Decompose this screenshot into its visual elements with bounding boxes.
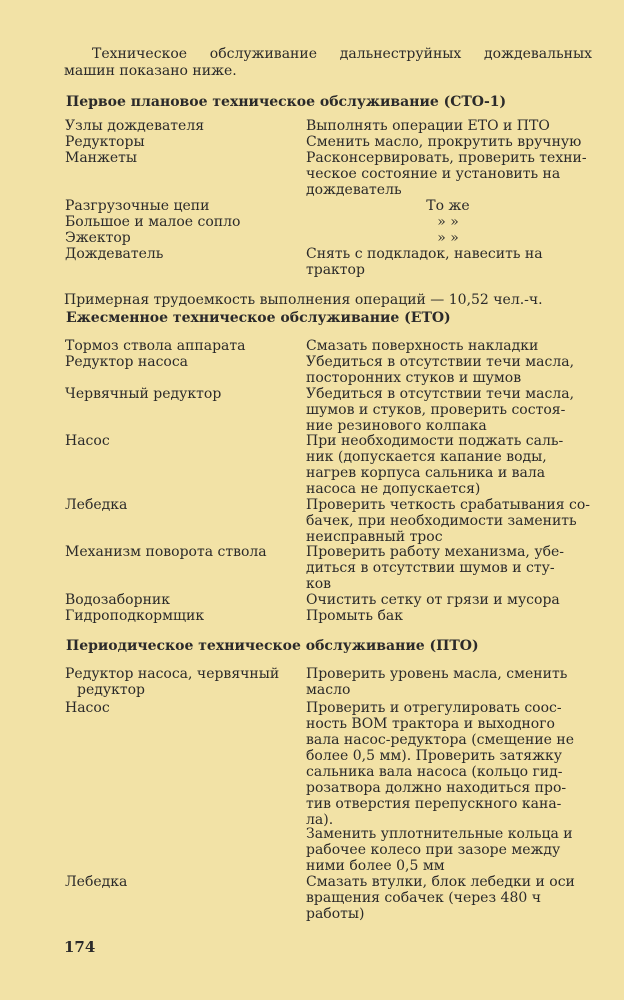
row-action: Промыть бак	[306, 608, 403, 624]
row-action: Сменить масло, прокрутить вручную	[306, 134, 582, 150]
row-label: Тормоз ствола аппарата	[65, 338, 246, 354]
row-action: Убедиться в отсутствии течи масла, посторонних стуков и шумов	[306, 354, 575, 386]
row-label: Манжеты	[65, 150, 138, 166]
row-label: Разгрузочные цепи	[65, 198, 210, 214]
row-action: Проверить четкость срабатывания со- бачек, при необходимости заменить неисправный трос	[306, 497, 590, 545]
row-action: Снять с подкладок, навесить на трактор	[306, 246, 543, 278]
row-label-line: Редуктор насоса, червячный	[65, 666, 280, 682]
row-action: Заменить уплотнительные кольца и рабочее колесо при зазоре между ними более 0,5 мм	[306, 826, 573, 874]
section-title-eto: Ежесменное техническое обслуживание (ЕТО)	[66, 310, 451, 326]
row-action: При необходимости поджать саль- ник (допускается капание воды, нагрев корпуса сальника и вала насоса не допускается)	[306, 433, 564, 497]
row-label: Водозаборник	[65, 592, 170, 608]
row-action: Смазать втулки, блок лебедки и оси вращения собачек (через 480 ч работы)	[306, 874, 575, 922]
row-label: Насос	[65, 433, 110, 449]
row-label: Механизм поворота ствола	[65, 544, 267, 560]
row-action: Проверить работу механизма, убе- диться в отсутствии шумов и сту- ков	[306, 544, 565, 592]
row-action: Расконсервировать, проверить техни- ческое состояние и установить на дождеватель	[306, 150, 587, 198]
row-action: То же	[426, 198, 470, 214]
row-action: Очистить сетку от грязи и мусора	[306, 592, 560, 608]
row-action: » »	[437, 230, 459, 246]
row-label-continuation: редуктор	[77, 682, 145, 698]
row-action: Смазать поверхность накладки	[306, 338, 539, 354]
row-label: Узлы дождевателя	[65, 118, 205, 134]
row-action: Убедиться в отсутствии течи масла, шумов и стуков, проверить состоя- ние резинового колпака	[306, 386, 575, 434]
row-label: Лебедка	[65, 874, 128, 890]
row-label: Редукторы	[65, 134, 145, 150]
row-action: Проверить и отрегулировать соос- ность ВОМ трактора и выходного вала насос-редуктора (смещение не более 0,5 мм). Проверить затяжку сальника вала насоса (кольцо гид- розатвора должно находиться про- тив отверстия перепускного кана- ла).	[306, 700, 575, 828]
section-title-pto: Периодическое техническое обслуживание (ПТО)	[66, 638, 479, 654]
row-label: Лебедка	[65, 497, 128, 513]
row-label: Большое и малое сопло	[65, 214, 241, 230]
row-label: Гидроподкормщик	[65, 608, 205, 624]
row-label: Дождеватель	[65, 246, 164, 262]
row-action: Выполнять операции ЕТО и ПТО	[306, 118, 550, 134]
row-label	[65, 666, 300, 698]
row-label: Редуктор насоса	[65, 354, 189, 370]
intro-paragraph: Техническое обслуживание дальнеструйных дождевальных машин показано ниже.	[64, 46, 592, 79]
labor-estimate: Примерная трудоемкость выполнения операций — 10,52 чел.-ч.	[64, 292, 543, 308]
row-label: Эжектор	[65, 230, 131, 246]
row-label: Насос	[65, 700, 110, 716]
page-number: 174	[64, 938, 96, 956]
row-label: Червячный редуктор	[65, 386, 222, 402]
section-title-sto: Первое плановое техническое обслуживание (СТО-1)	[66, 94, 507, 110]
row-action: Проверить уровень масла, сменить масло	[306, 666, 568, 698]
row-action: » »	[437, 214, 459, 230]
